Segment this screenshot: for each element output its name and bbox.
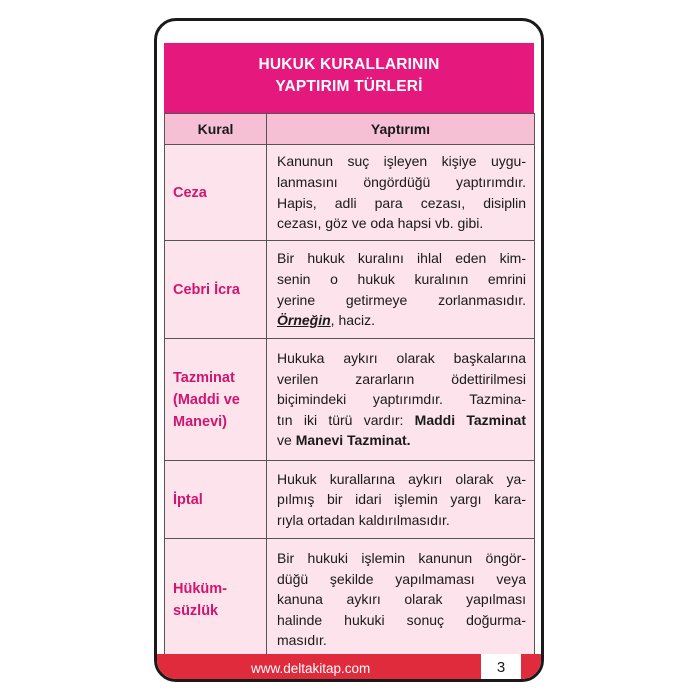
desc-line: lanmasını öngördüğü yaptırımdır. — [277, 173, 526, 190]
table-row — [165, 241, 535, 339]
example-label: Örneğin — [277, 312, 331, 329]
rule-cell — [165, 339, 267, 461]
desc-line — [277, 410, 526, 431]
desc-line: Kanunun suç işleyen kişiye uygu- — [277, 153, 526, 170]
rule-cell — [165, 461, 267, 539]
rule-name-line: süzlük — [173, 602, 219, 619]
desc-line: Hukuka aykırı olarak başkalarına — [277, 350, 526, 367]
rule-name-line: (Maddi ve — [173, 391, 240, 408]
info-card — [154, 18, 544, 682]
desc-line: biçimindeki yaptırımdır. Tazmina- — [277, 391, 526, 408]
desc-line: verilen zararların ödettirilmesi — [277, 370, 526, 387]
rule-cell — [165, 539, 267, 661]
rule-cell — [165, 145, 267, 241]
sanction-cell — [267, 461, 535, 539]
sanction-cell — [267, 539, 535, 661]
desc-line: halinde hukuki sonuç doğurma- — [277, 611, 526, 628]
rule-cell — [165, 241, 267, 339]
desc-line: Hapis, adli para cezası, disiplin — [277, 194, 526, 211]
example-text: , haciz. — [330, 312, 376, 329]
rule-name-line: Tazminat — [173, 369, 235, 386]
sanction-cell — [267, 339, 535, 461]
desc-line: senin o hukuk kuralının emrini — [277, 270, 526, 287]
sanction-cell — [267, 145, 535, 241]
rule-name: Cebri İcra — [173, 281, 240, 298]
desc-line — [277, 310, 526, 331]
page-number: 3 — [481, 654, 521, 682]
desc-line: rıyla ortadan kaldırılmasıdır. — [277, 511, 450, 528]
title-line-1: HUKUK KURALLARININ — [258, 56, 440, 73]
table-header-row — [165, 114, 535, 145]
desc-text: tın iki türü vardır: — [277, 411, 415, 428]
desc-line: pılmış bir idari işlemin yargı kara- — [277, 491, 526, 508]
desc-line: Bir hukuki işlemin kanunun öngör- — [277, 550, 526, 567]
table-row — [165, 461, 535, 539]
title-line-2: YAPTIRIM TÜRLERİ — [275, 78, 423, 95]
desc-line: cezası, göz ve oda hapsi vb. gibi. — [277, 215, 484, 232]
table-row — [165, 339, 535, 461]
footer-bar — [157, 654, 541, 682]
desc-line: masıdır. — [277, 632, 327, 649]
bold-term: Manevi Tazminat. — [295, 432, 411, 449]
card-title — [164, 43, 534, 113]
sanction-cell — [267, 241, 535, 339]
desc-line: Hukuk kurallarına aykırı olarak ya- — [277, 470, 526, 487]
desc-line: Bir hukuk kuralını ihlal eden kim- — [277, 250, 526, 267]
desc-line — [277, 430, 526, 451]
rule-name: İptal — [173, 491, 203, 508]
website-url: www.deltakitap.com — [251, 661, 371, 676]
header-sanction: Yaptırımı — [267, 114, 535, 145]
desc-text: ve — [277, 432, 296, 449]
table-row — [165, 539, 535, 661]
table-row — [165, 145, 535, 241]
desc-line: düğü şekilde yapılmaması veya — [277, 570, 526, 587]
desc-line: kanuna aykırı olarak yapılması — [277, 591, 526, 608]
rule-name: Ceza — [173, 184, 207, 201]
sanctions-table — [164, 113, 535, 661]
header-rule: Kural — [165, 114, 267, 145]
desc-line: yerine getirmeye zorlanmasıdır. — [277, 291, 526, 308]
rule-name-line: Manevi) — [173, 413, 227, 430]
bold-term: Maddi Tazminat — [414, 411, 526, 428]
rule-name-line: Hüküm- — [173, 580, 227, 597]
